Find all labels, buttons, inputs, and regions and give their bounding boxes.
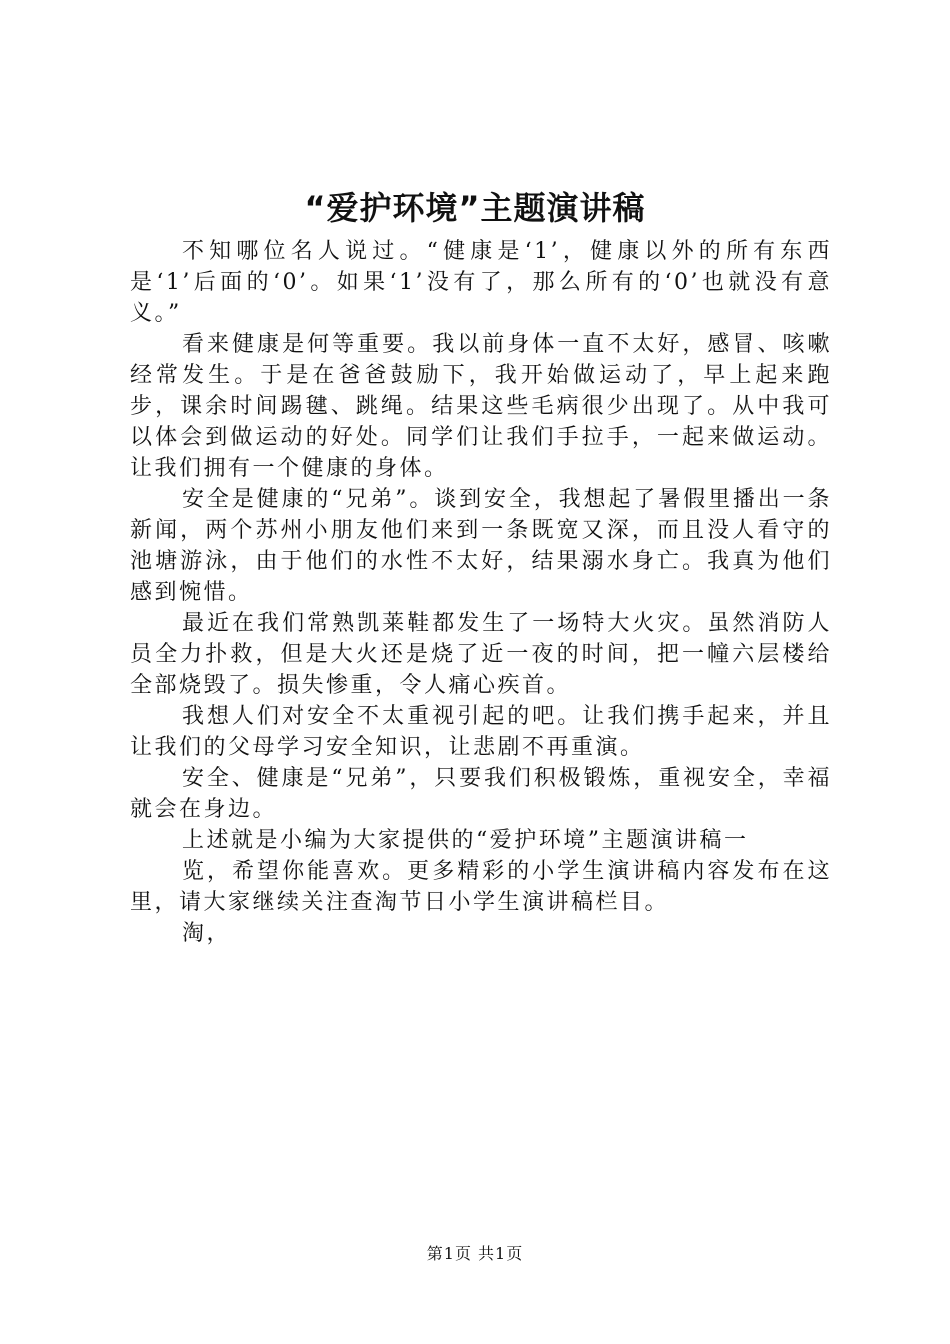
- paragraph-9: 淘，: [182, 921, 232, 946]
- paragraph-1: 不知哪位名人说过。“健康是‘1’，健康以外的所有东西是‘1’后面的‘0’。如果‘1’没有了，那么所有的‘0’也就没有意义。”: [130, 239, 832, 326]
- document-title: “爱护环境”主题演讲稿: [304, 189, 646, 227]
- paragraph-7: 上述就是小编为大家提供的“爱护环境”主题演讲稿一: [182, 828, 749, 853]
- paragraph-6: 安全、健康是“兄弟”，只要我们积极锻炼，重视安全，幸福就会在身边。: [130, 766, 832, 822]
- paragraph-5: 我想人们对安全不太重视引起的吧。让我们携手起来，并且让我们的父母学习安全知识，让悲剧不再重演。: [130, 704, 832, 760]
- paragraph-8: 览，希望你能喜欢。更多精彩的小学生演讲稿内容发布在这里，请大家继续关注查淘节日小学生演讲稿栏目。: [130, 859, 832, 915]
- document-body: [130, 236, 832, 949]
- page-footer: 第1页 共1页: [426, 1244, 524, 1263]
- paragraph-3: 安全是健康的“兄弟”。谈到安全，我想起了暑假里播出一条新闻，两个苏州小朋友他们来到一条既宽又深，而且没人看守的池塘游泳，由于他们的水性不太好，结果溺水身亡。我真为他们感到惋惜。: [130, 487, 832, 605]
- paragraph-4: 最近在我们常熟凯莱鞋都发生了一场特大火灾。虽然消防人员全力扑救，但是大火还是烧了近一夜的时间，把一幢六层楼给全部烧毁了。损失惨重，令人痛心疾首。: [130, 611, 832, 698]
- paragraph-2: 看来健康是何等重要。我以前身体一直不太好，感冒、咳嗽经常发生。于是在爸爸鼓励下，我开始做运动了，早上起来跑步，课余时间踢毽、跳绳。结果这些毛病很少出现了。从中我可以体会到做运动的好处。同学们让我们手拉手，一起来做运动。让我们拥有一个健康的身体。: [130, 332, 832, 481]
